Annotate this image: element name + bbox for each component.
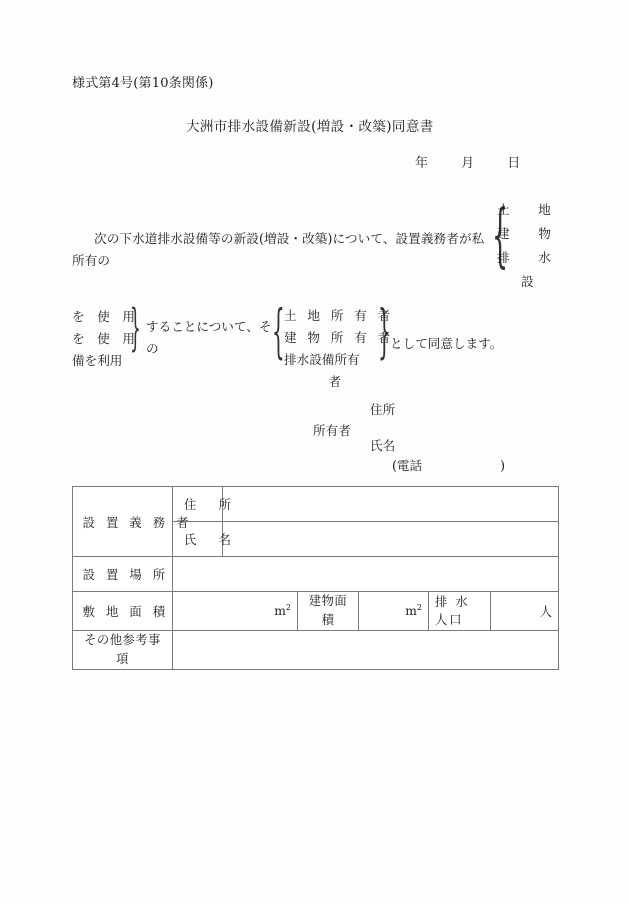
owner-name-label: 氏名 (370, 438, 396, 453)
owner-choice-land: 土 地 所 有 者 (284, 308, 394, 323)
table-row-place (73, 557, 559, 592)
document-title: 大洲市排水設備新設(増設・改築)同意書 (186, 119, 434, 135)
building-area-unit-exponent: 2 (416, 602, 422, 612)
cell-place-value[interactable] (173, 557, 559, 592)
suru-line-1: することについて、そ (146, 319, 272, 334)
cell-site-area-value[interactable] (173, 592, 298, 631)
owner-phone-open: (電話 (392, 458, 423, 473)
choice-option-building: 建 物 (497, 226, 559, 241)
usage-option-3: 備を利用 (72, 353, 123, 368)
date-line (415, 152, 520, 171)
brace-left-property: { (492, 194, 509, 275)
date-month-label: 月 (461, 156, 475, 171)
cell-address-label: 住 所 (173, 487, 223, 522)
cell-building-area-value[interactable] (359, 592, 429, 631)
cell-name-label: 氏 名 (173, 522, 223, 557)
cell-site-area-label: 敷 地 面 積 (73, 592, 173, 631)
usage-option-1: を 使 用 (72, 309, 135, 324)
form-table (72, 486, 559, 670)
table-row-areas (73, 592, 559, 631)
brace-right-owner-choice: } (378, 298, 391, 366)
date-day-label: 日 (507, 156, 521, 171)
owner-choice-building: 建 物 所 有 者 (284, 330, 394, 345)
site-area-unit: m (274, 604, 286, 618)
cell-place-label: 設 置 場 所 (73, 557, 173, 592)
usage-option-stack (72, 306, 135, 372)
suru-line-2: の (146, 341, 159, 356)
consent-text: として同意します。 (390, 336, 503, 351)
body-paragraph-1 (72, 228, 504, 272)
property-choice-stack (497, 198, 559, 294)
owner-block-label: 所有者 (313, 423, 351, 438)
body-para1-line2: 所有の (72, 253, 111, 268)
suru-text (146, 316, 271, 360)
population-unit: 人 (539, 605, 553, 619)
brace-right-usage: } (130, 299, 141, 358)
form-number: 様式第4号(第10条関係) (72, 76, 214, 91)
choice-option-drainage: 排 水 (497, 250, 559, 265)
usage-option-2: を 使 用 (72, 331, 135, 346)
choice-option-land: 土 地 (497, 202, 559, 217)
cell-other-label: その他参考事項 (73, 631, 173, 670)
cell-address-value[interactable] (223, 487, 559, 522)
owner-choice-drainage: 排水設備所有 (284, 352, 360, 367)
date-year-label: 年 (415, 156, 429, 171)
owner-phone-close: ) (500, 458, 506, 473)
building-area-unit: m (405, 604, 417, 618)
body-para1-line1: 次の下水道排水設備等の新設(増設・改築)について、設置義務者が私 (94, 231, 485, 246)
cell-population-value[interactable] (491, 592, 559, 631)
cell-building-area-label: 建物面積 (298, 592, 359, 631)
choice-option-drainage-cont: 設 (521, 274, 534, 289)
table-row-other (73, 631, 559, 670)
owner-choice-drainage-cont: 者 (328, 374, 342, 389)
cell-obligor-label: 設 置 義 務 者 (73, 487, 173, 557)
cell-other-value[interactable] (173, 631, 559, 670)
site-area-unit-exponent: 2 (285, 602, 291, 612)
brace-left-owner-choice: { (272, 298, 285, 366)
owner-phone-field (392, 455, 505, 474)
cell-name-value[interactable] (223, 522, 559, 557)
cell-population-label: 排 水 人口 (429, 592, 491, 631)
table-row-obligor-address (73, 487, 559, 522)
owner-address-label: 住所 (370, 402, 396, 417)
